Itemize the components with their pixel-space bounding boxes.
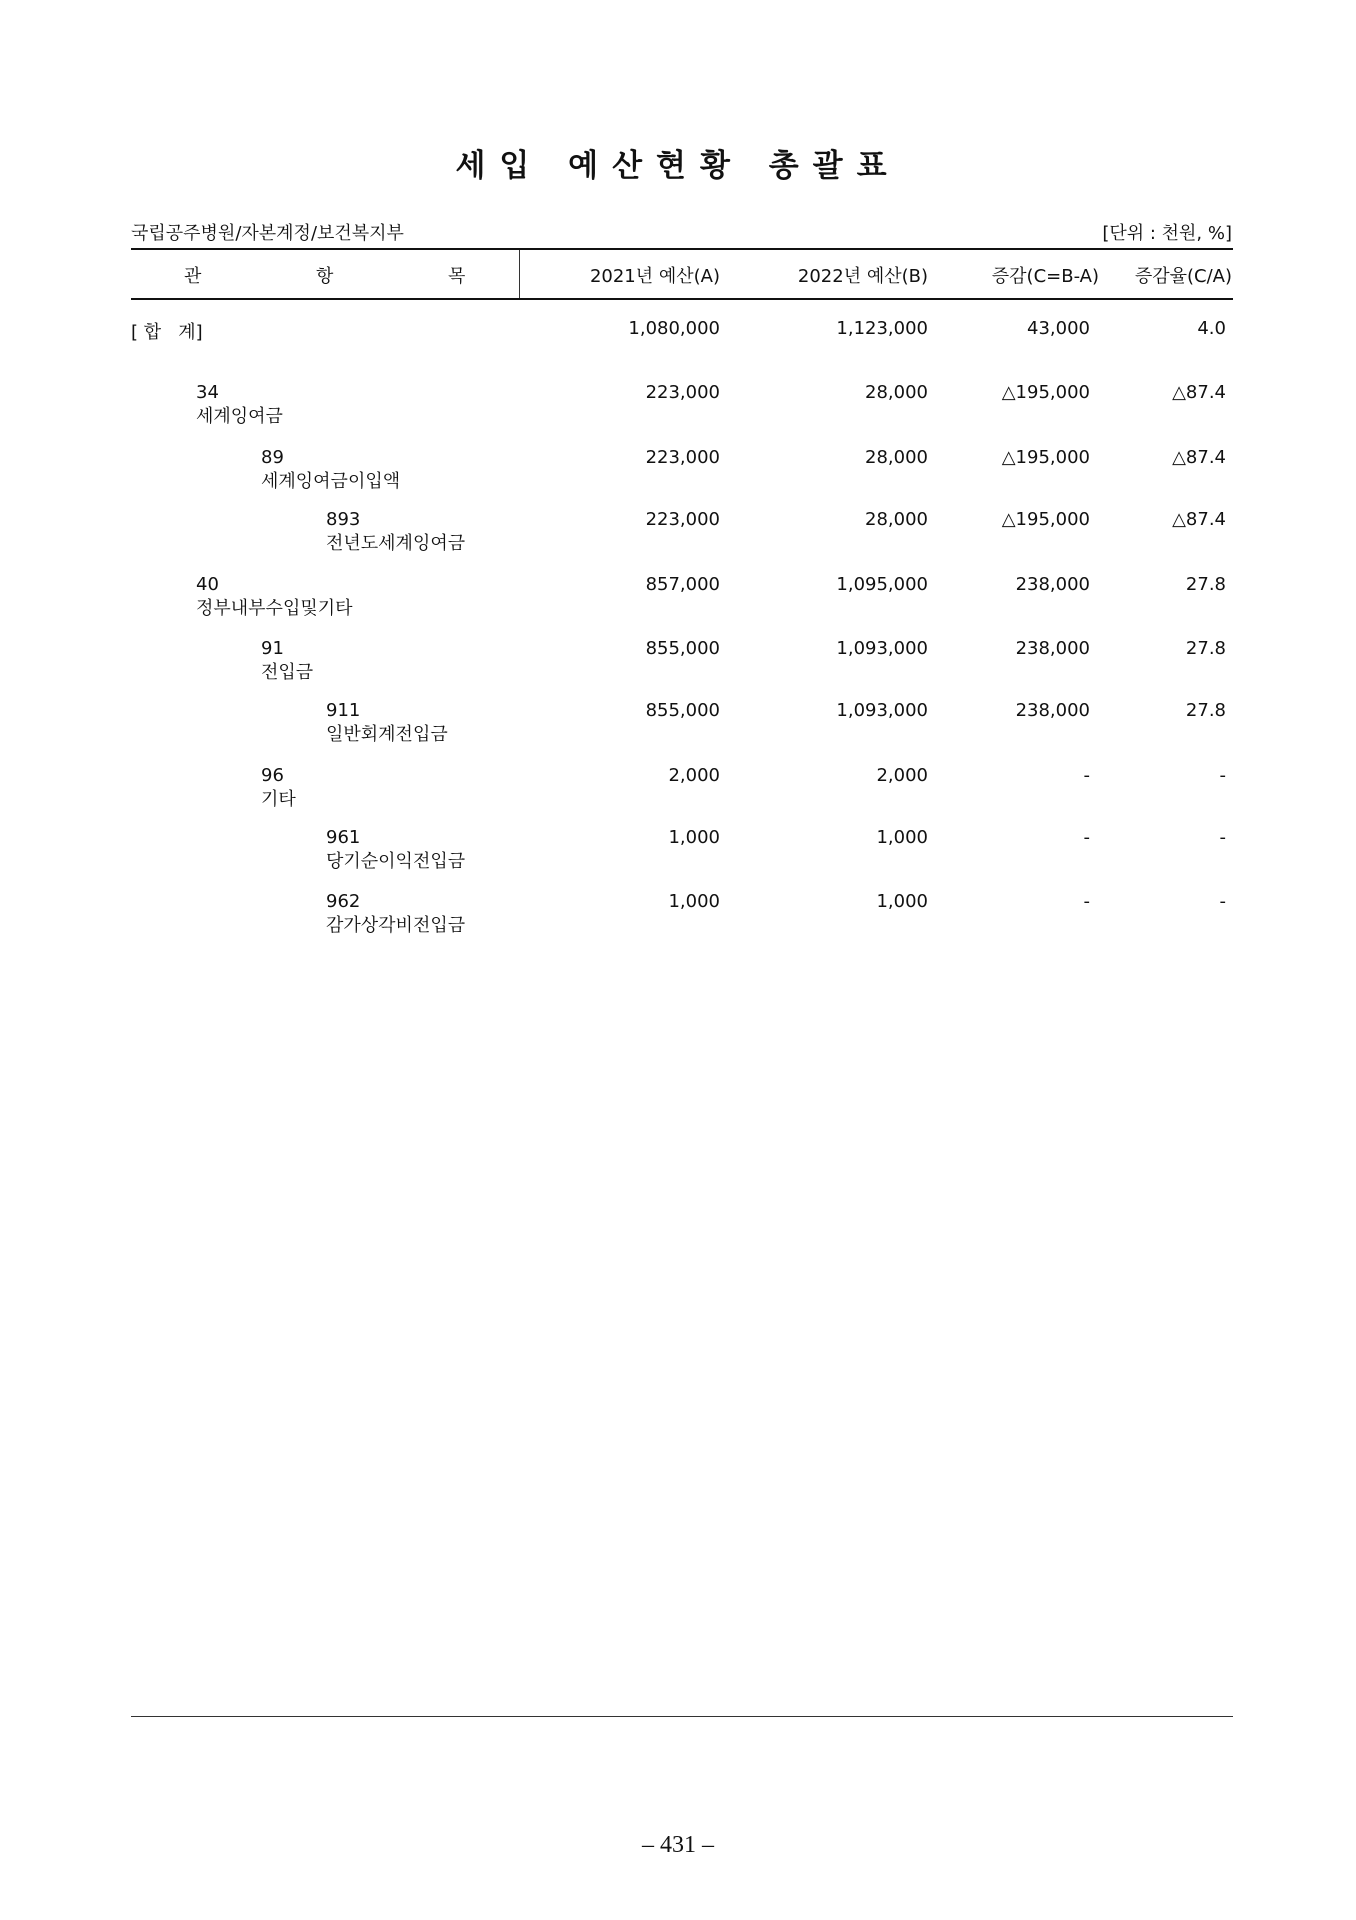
unit-label: [단위 : 천원, %] <box>1102 223 1232 244</box>
table-top-rule <box>131 248 1233 250</box>
row-name: 전입금 <box>261 662 314 683</box>
row-code: 89 <box>261 447 284 468</box>
row-difference: △195,000 <box>1001 447 1090 468</box>
header-rate: 증감율(C/A) <box>1134 266 1232 287</box>
row-name: 세계잉여금 <box>196 406 283 427</box>
row-budget-2022: 1,093,000 <box>836 700 928 721</box>
row-name: 일반회계전입금 <box>326 724 448 745</box>
row-name: 기타 <box>261 789 296 810</box>
total-budget-2022: 1,123,000 <box>836 318 928 339</box>
row-budget-2022: 1,000 <box>876 891 928 912</box>
row-name: 당기순이익전입금 <box>326 851 466 872</box>
total-difference: 43,000 <box>1027 318 1090 339</box>
table-row <box>0 827 1356 877</box>
row-rate: △87.4 <box>1172 509 1226 530</box>
row-code: 961 <box>326 827 361 848</box>
row-rate: △87.4 <box>1172 382 1226 403</box>
row-rate: 27.8 <box>1185 700 1226 721</box>
header-budget-2021: 2021년 예산(A) <box>589 266 720 287</box>
row-code: 893 <box>326 509 361 530</box>
row-budget-2021: 2,000 <box>668 765 720 786</box>
row-difference: 238,000 <box>1015 638 1090 659</box>
header-mok: 목 <box>448 266 466 287</box>
header-budget-2022: 2022년 예산(B) <box>797 266 928 287</box>
table-row <box>0 447 1356 497</box>
header-difference: 증감(C=B-A) <box>991 266 1099 287</box>
table-row <box>0 574 1356 624</box>
row-code: 34 <box>196 382 219 403</box>
total-budget-2021: 1,080,000 <box>628 318 720 339</box>
row-difference: - <box>1083 891 1090 912</box>
row-budget-2022: 28,000 <box>865 447 928 468</box>
row-budget-2022: 28,000 <box>865 382 928 403</box>
row-budget-2022: 2,000 <box>876 765 928 786</box>
page-title: 세입 예산현황 총괄표 <box>455 148 901 184</box>
row-difference: 238,000 <box>1015 700 1090 721</box>
table-row <box>0 891 1356 941</box>
row-budget-2021: 857,000 <box>645 574 720 595</box>
row-rate: - <box>1219 765 1226 786</box>
total-rate: 4.0 <box>1197 318 1226 339</box>
table-header-rule <box>131 298 1233 300</box>
row-difference: - <box>1083 765 1090 786</box>
row-difference: 238,000 <box>1015 574 1090 595</box>
row-name: 세계잉여금이입액 <box>261 471 401 492</box>
row-code: 962 <box>326 891 361 912</box>
footer-rule <box>131 1716 1233 1717</box>
total-row <box>0 318 1356 368</box>
organization-label: 국립공주병원/자본계정/보건복지부 <box>131 223 404 244</box>
row-budget-2021: 855,000 <box>645 700 720 721</box>
row-rate: △87.4 <box>1172 447 1226 468</box>
table-row <box>0 765 1356 815</box>
header-separator <box>519 250 520 298</box>
row-budget-2021: 223,000 <box>645 382 720 403</box>
row-budget-2021: 855,000 <box>645 638 720 659</box>
row-code: 91 <box>261 638 284 659</box>
row-budget-2022: 1,095,000 <box>836 574 928 595</box>
row-budget-2021: 223,000 <box>645 509 720 530</box>
header-gwan: 관 <box>184 266 202 287</box>
row-rate: 27.8 <box>1185 638 1226 659</box>
row-difference: △195,000 <box>1001 509 1090 530</box>
page-number: – 431 – <box>642 1832 714 1858</box>
header-hang: 항 <box>316 266 334 287</box>
row-code: 40 <box>196 574 219 595</box>
row-code: 911 <box>326 700 361 721</box>
row-budget-2022: 28,000 <box>865 509 928 530</box>
row-budget-2021: 223,000 <box>645 447 720 468</box>
row-rate: 27.8 <box>1185 574 1226 595</box>
table-row <box>0 382 1356 432</box>
row-budget-2021: 1,000 <box>668 827 720 848</box>
row-budget-2022: 1,093,000 <box>836 638 928 659</box>
row-code: 96 <box>261 765 284 786</box>
table-row <box>0 700 1356 750</box>
row-difference: △195,000 <box>1001 382 1090 403</box>
row-name: 감가상각비전입금 <box>326 915 466 936</box>
row-rate: - <box>1219 891 1226 912</box>
row-rate: - <box>1219 827 1226 848</box>
row-name: 정부내부수입및기타 <box>196 598 353 619</box>
row-budget-2022: 1,000 <box>876 827 928 848</box>
total-label: [ 합 계] <box>131 322 203 343</box>
row-name: 전년도세계잉여금 <box>326 533 466 554</box>
row-difference: - <box>1083 827 1090 848</box>
table-row <box>0 509 1356 559</box>
row-budget-2021: 1,000 <box>668 891 720 912</box>
table-row <box>0 638 1356 688</box>
